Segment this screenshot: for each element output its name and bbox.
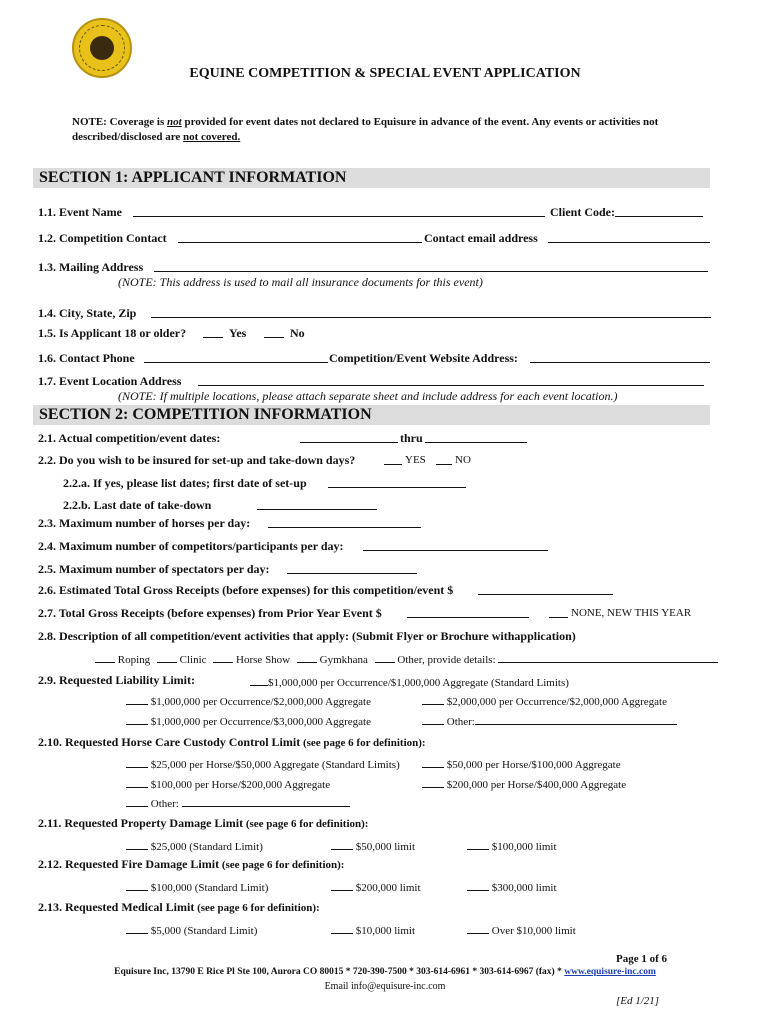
contact-phone-field[interactable] xyxy=(144,351,328,363)
clinic-label: Clinic xyxy=(179,654,207,666)
takedown-last-date-label: 2.2.b. Last date of take-down xyxy=(63,498,212,512)
liability-1m-2m-checkbox[interactable] xyxy=(126,693,148,705)
hccc-100k-label: $100,000 per Horse/$200,000 Aggregate xyxy=(150,779,331,791)
pd-standard-checkbox[interactable] xyxy=(126,838,148,850)
liability-opt-standard xyxy=(250,674,569,689)
max-competitors-field[interactable] xyxy=(363,539,548,551)
roping-checkbox[interactable] xyxy=(95,651,115,663)
pd-opt-50k xyxy=(331,838,415,853)
hccc-standard-checkbox[interactable] xyxy=(126,756,148,768)
note-prefix: NOTE: Coverage is xyxy=(72,116,168,128)
hccc-opt-200k xyxy=(422,776,626,791)
liability-other-checkbox[interactable] xyxy=(422,713,444,725)
setup-first-date-field[interactable] xyxy=(328,476,466,488)
est-gross-receipts-label: 2.6. Estimated Total Gross Receipts (before expenses) for this competition/event $ xyxy=(38,583,454,597)
hccc-other-field[interactable] xyxy=(182,795,350,807)
event-location-field[interactable] xyxy=(198,374,704,386)
med-over-10k-label: Over $10,000 limit xyxy=(491,925,576,937)
liability-1m-3m-checkbox[interactable] xyxy=(126,713,148,725)
property-damage-label xyxy=(38,816,368,831)
prior-year-receipts-label: 2.7. Total Gross Receipts (before expenses) from Prior Year Event $ xyxy=(38,606,382,620)
none-new-checkbox[interactable] xyxy=(549,606,568,618)
section-2-header xyxy=(33,405,710,425)
other-activity-checkbox[interactable] xyxy=(375,651,395,663)
setup-takedown-label: 2.2. Do you wish to be insured for set-up and take-down days? xyxy=(38,453,356,467)
fire-damage-title: 2.12. Requested Fire Damage Limit xyxy=(38,857,220,871)
clinic-checkbox[interactable] xyxy=(157,651,177,663)
med-opt-standard xyxy=(126,922,257,937)
hccc-limit-label xyxy=(38,735,426,750)
med-10k-checkbox[interactable] xyxy=(331,922,353,934)
fd-300k-label: $300,000 limit xyxy=(491,882,557,894)
footer-address xyxy=(0,967,770,977)
liability-opt-1m-3m xyxy=(126,713,371,728)
activities-description-label: 2.8. Description of all competition/event activities that apply: (Submit Flyer or Brochure withapplication) xyxy=(38,629,576,643)
liability-2m-2m-checkbox[interactable] xyxy=(422,693,444,705)
med-10k-label: $10,000 limit xyxy=(355,925,416,937)
fire-damage-label xyxy=(38,857,344,872)
liability-2m-2m-label: $2,000,000 per Occurrence/$2,000,000 Aggregate xyxy=(446,696,667,708)
liability-1m-2m-label: $1,000,000 per Occurrence/$2,000,000 Aggregate xyxy=(150,696,371,708)
competition-contact-field[interactable] xyxy=(178,231,422,243)
event-dates-label: 2.1. Actual competition/event dates: xyxy=(38,431,221,445)
liability-opt-1m-2m xyxy=(126,693,371,708)
max-horses-label: 2.3. Maximum number of horses per day: xyxy=(38,516,251,530)
section-2-title: SECTION 2: COMPETITION INFORMATION xyxy=(39,406,372,423)
event-name-field[interactable] xyxy=(133,205,545,217)
age-yes-label: Yes xyxy=(229,326,247,340)
event-location-label: 1.7. Event Location Address xyxy=(38,374,182,388)
footer-email: Email info@equisure-inc.com xyxy=(324,981,446,992)
med-standard-label: $5,000 (Standard Limit) xyxy=(150,925,258,937)
max-horses-field[interactable] xyxy=(268,516,421,528)
prior-year-receipts-field[interactable] xyxy=(407,606,529,618)
pd-100k-label: $100,000 limit xyxy=(491,841,557,853)
med-opt-10k xyxy=(331,922,415,937)
liability-other-field[interactable] xyxy=(475,713,677,725)
note-line2-prefix: described/disclosed are xyxy=(72,131,184,143)
hccc-other-label: Other: xyxy=(150,798,179,810)
activities-row xyxy=(95,651,718,666)
thru-label: thru xyxy=(400,431,423,445)
medical-limit-label xyxy=(38,900,320,915)
event-start-date-field[interactable] xyxy=(300,431,398,443)
contact-email-field[interactable] xyxy=(548,231,710,243)
hccc-opt-standard xyxy=(126,756,400,771)
liability-opt-2m-2m xyxy=(422,693,667,708)
hccc-limit-see: (see page 6 for definition): xyxy=(300,737,426,749)
horse-show-checkbox[interactable] xyxy=(213,651,233,663)
takedown-last-date-field[interactable] xyxy=(257,498,377,510)
setup-yes-label: YES xyxy=(405,454,426,466)
fd-300k-checkbox[interactable] xyxy=(467,879,489,891)
mailing-address-field[interactable] xyxy=(154,260,708,272)
liability-standard-label: $1,000,000 per Occurrence/$1,000,000 Aggregate (Standard Limits) xyxy=(268,677,569,689)
other-activity-label: Other, provide details: xyxy=(397,654,496,666)
property-damage-see: (see page 6 for definition): xyxy=(243,818,369,830)
event-location-note: (NOTE: If multiple locations, please attach separate sheet and include address for each event location.) xyxy=(118,389,618,403)
setup-yes-checkbox[interactable] xyxy=(384,453,402,465)
property-damage-title: 2.11. Requested Property Damage Limit xyxy=(38,816,244,830)
fd-standard-label: $100,000 (Standard Limit) xyxy=(150,882,269,894)
page-number: Page 1 of 6 xyxy=(616,953,668,965)
coverage-note-line1 xyxy=(72,116,658,128)
website-label: Competition/Event Website Address: xyxy=(329,351,518,365)
mailing-address-label: 1.3. Mailing Address xyxy=(38,260,144,274)
note-not-covered: not covered. xyxy=(183,131,241,143)
fd-opt-standard xyxy=(126,879,268,894)
hccc-standard-label: $25,000 per Horse/$50,000 Aggregate (Standard Limits) xyxy=(150,759,400,771)
contact-email-label: Contact email address xyxy=(424,231,538,245)
fd-opt-200k xyxy=(331,879,421,894)
fd-200k-checkbox[interactable] xyxy=(331,879,353,891)
pd-opt-standard xyxy=(126,838,263,853)
fd-standard-checkbox[interactable] xyxy=(126,879,148,891)
section-1-header xyxy=(33,168,710,188)
med-opt-over-10k xyxy=(467,922,576,937)
hccc-limit-title: 2.10. Requested Horse Care Custody Control Limit xyxy=(38,735,301,749)
event-end-date-field[interactable] xyxy=(425,431,527,443)
contact-phone-label: 1.6. Contact Phone xyxy=(38,351,135,365)
footer-address-text: Equisure Inc, 13790 E Rice Pl Ste 100, Aurora CO 80015 * 720-390-7500 * 303-614-6961 * 303-614-6967 (fax) * xyxy=(114,967,565,977)
setup-no-checkbox[interactable] xyxy=(436,453,452,465)
hccc-opt-100k xyxy=(126,776,330,791)
roping-label: Roping xyxy=(117,654,151,666)
liability-limit-label: 2.9. Requested Liability Limit: xyxy=(38,673,196,687)
hccc-opt-50k xyxy=(422,756,621,771)
note-not: not xyxy=(167,116,182,128)
city-state-zip-field[interactable] xyxy=(151,306,711,318)
edition-label: [Ed 1/21] xyxy=(616,995,660,1007)
section-1-title: SECTION 1: APPLICANT INFORMATION xyxy=(39,169,347,186)
hccc-50k-checkbox[interactable] xyxy=(422,756,444,768)
hccc-200k-label: $200,000 per Horse/$400,000 Aggregate xyxy=(446,779,627,791)
medical-limit-see: (see page 6 for definition): xyxy=(194,902,320,914)
medical-limit-title: 2.13. Requested Medical Limit xyxy=(38,900,195,914)
fd-opt-300k xyxy=(467,879,557,894)
page-title: EQUINE COMPETITION & SPECIAL EVENT APPLICATION xyxy=(189,66,581,81)
note-mid: provided for event dates not declared to Equisure in advance of the event. Any events or activities not xyxy=(181,116,659,128)
client-code-label: Client Code: xyxy=(550,205,615,219)
age-yes-checkbox[interactable] xyxy=(203,326,223,338)
max-spectators-field[interactable] xyxy=(287,562,417,574)
pd-opt-100k xyxy=(467,838,557,853)
gymkhana-checkbox[interactable] xyxy=(297,651,317,663)
age-no-label: No xyxy=(290,326,305,340)
event-name-label: 1.1. Event Name xyxy=(38,205,122,219)
horse-icon xyxy=(90,36,114,60)
none-new-label: NONE, NEW THIS YEAR xyxy=(571,607,692,619)
pd-standard-label: $25,000 (Standard Limit) xyxy=(150,841,263,853)
liability-1m-3m-label: $1,000,000 per Occurrence/$3,000,000 Aggregate xyxy=(150,716,371,728)
hccc-50k-label: $50,000 per Horse/$100,000 Aggregate xyxy=(446,759,621,771)
competition-contact-label: 1.2. Competition Contact xyxy=(38,231,167,245)
applicant-age-label: 1.5. Is Applicant 18 or older? xyxy=(38,326,187,340)
fire-damage-see: (see page 6 for definition): xyxy=(219,859,345,871)
pd-50k-checkbox[interactable] xyxy=(331,838,353,850)
footer-website-link[interactable]: www.equisure-inc.com xyxy=(564,967,656,977)
pd-100k-checkbox[interactable] xyxy=(467,838,489,850)
hccc-opt-other xyxy=(126,795,350,810)
age-no-checkbox[interactable] xyxy=(264,326,284,338)
fd-200k-label: $200,000 limit xyxy=(355,882,421,894)
hccc-200k-checkbox[interactable] xyxy=(422,776,444,788)
liability-standard-checkbox[interactable] xyxy=(250,674,268,686)
client-code-field[interactable] xyxy=(615,205,703,217)
med-standard-checkbox[interactable] xyxy=(126,922,148,934)
horse-show-label: Horse Show xyxy=(236,654,291,666)
mailing-address-note: (NOTE: This address is used to mail all insurance documents for this event) xyxy=(118,275,483,289)
max-spectators-label: 2.5. Maximum number of spectators per day: xyxy=(38,562,270,576)
liability-other-label: Other: xyxy=(446,716,475,728)
hccc-other-checkbox[interactable] xyxy=(126,795,148,807)
pd-50k-label: $50,000 limit xyxy=(355,841,416,853)
setup-first-date-label: 2.2.a. If yes, please list dates; first date of set-up xyxy=(63,476,307,490)
est-gross-receipts-field[interactable] xyxy=(478,583,613,595)
city-state-zip-label: 1.4. City, State, Zip xyxy=(38,306,137,320)
liability-opt-other xyxy=(422,713,677,728)
gymkhana-label: Gymkhana xyxy=(319,654,368,666)
coverage-note-line2 xyxy=(72,131,240,143)
website-field[interactable] xyxy=(530,351,710,363)
setup-no-label: NO xyxy=(455,454,471,466)
other-activity-field[interactable] xyxy=(498,651,718,663)
hccc-100k-checkbox[interactable] xyxy=(126,776,148,788)
max-competitors-label: 2.4. Maximum number of competitors/participants per day: xyxy=(38,539,344,553)
med-over-10k-checkbox[interactable] xyxy=(467,922,489,934)
